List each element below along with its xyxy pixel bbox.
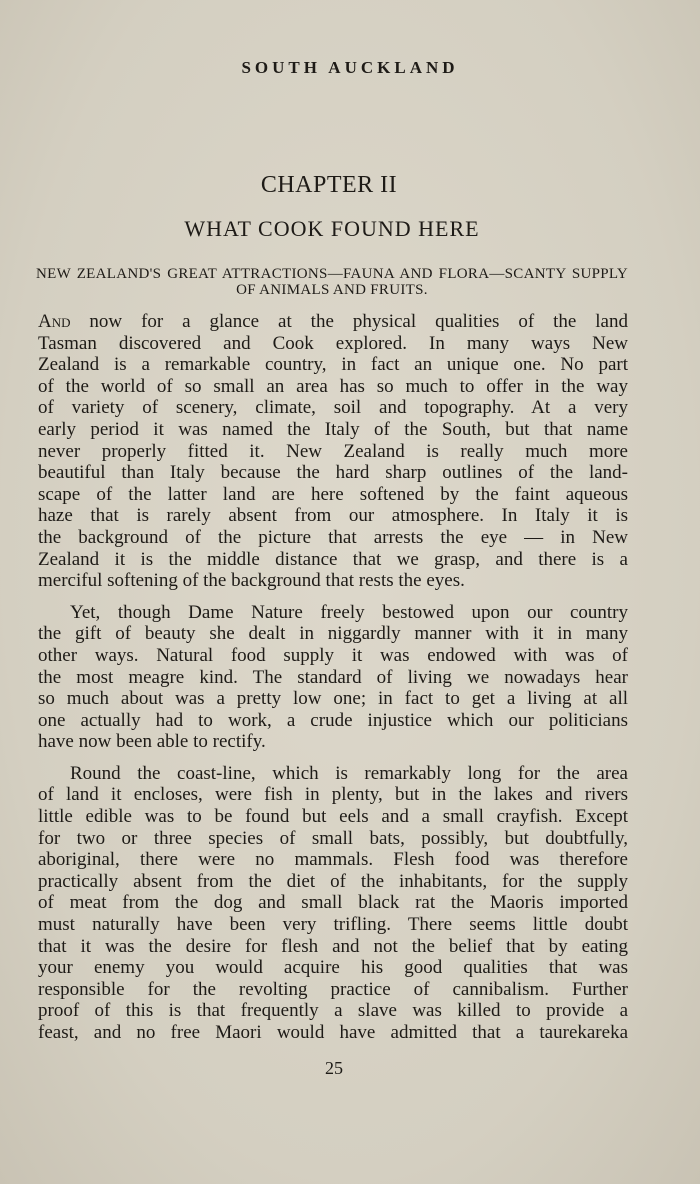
paragraph-line: so much about was a pretty low one; in fact to get a living at all xyxy=(38,688,628,710)
page-number: 25 xyxy=(325,1058,343,1078)
paragraph-line: the gift of beauty she dealt in niggardly manner with it in many xyxy=(38,623,628,645)
paragraph-line: proof of this is that frequently a slave was killed to provide a xyxy=(38,1000,628,1022)
body-text xyxy=(38,311,628,1044)
paragraph-line: other ways. Natural food supply it was endowed with was of xyxy=(38,644,628,666)
paragraph-line: Tasman discovered and Cook explored. In many ways New xyxy=(38,332,628,354)
paragraph-line: And now for a glance at the physical qualities of the land xyxy=(38,311,628,332)
paragraph-line: never properly fitted it. New Zealand is really much more xyxy=(38,440,628,462)
chapter-synopsis xyxy=(36,266,628,298)
paragraph-line: the background of the picture that arrests the eye — in New xyxy=(38,526,628,548)
chapter-title: WHAT COOK FOUND HERE xyxy=(184,216,480,241)
opening-word: And xyxy=(38,311,71,332)
paragraph-line: of meat from the dog and small black rat the Maoris imported xyxy=(38,892,628,914)
paragraph-line: Yet, though Dame Nature freely bestowed upon our country xyxy=(70,601,628,623)
paragraph-line: practically absent from the diet of the inhabitants, for the supply xyxy=(38,870,628,892)
synopsis-line: OF ANIMALS AND FRUITS. xyxy=(236,282,428,298)
paragraph-line: of land it encloses, were fish in plenty, but in the lakes and rivers xyxy=(38,784,628,806)
chapter-number: CHAPTER II xyxy=(260,172,398,198)
paragraph-line: early period it was named the Italy of the South, but that name xyxy=(38,418,628,440)
paragraph-line: the most meagre kind. The standard of living we nowadays hear xyxy=(38,666,628,688)
synopsis-line: NEW ZEALAND'S GREAT ATTRACTIONS—FAUNA AND FLORA—SCANTY SUPPLY xyxy=(36,266,628,282)
paragraph-line: have now been able to rectify. xyxy=(38,731,266,753)
running-head: SOUTH AUCKLAND xyxy=(241,58,459,77)
paragraph-line: that it was the desire for flesh and not the belief that by eating xyxy=(38,935,628,957)
paragraph-line: of variety of scenery, climate, soil and topography. At a very xyxy=(38,397,628,419)
paragraph-line: Zealand it is the middle distance that we grasp, and there is a xyxy=(38,548,628,570)
paragraph-line: feast, and no free Maori would have admitted that a taurekareka xyxy=(38,1022,628,1043)
paragraph-line: Zealand is a remarkable country, in fact an unique one. No part xyxy=(38,354,628,376)
paragraph-line: responsible for the revolting practice of cannibalism. Further xyxy=(38,978,628,1000)
paragraph-line: Round the coast-line, which is remarkably long for the area xyxy=(70,762,628,784)
paragraph-line: for two or three species of small bats, possibly, but doubtfully, xyxy=(38,827,628,849)
paragraph-line: scape of the latter land are here softened by the faint aqueous xyxy=(38,483,628,505)
paragraph-line: one actually had to work, a crude injustice which our politicians xyxy=(38,709,628,731)
paragraph-line: beautiful than Italy because the hard sharp outlines of the land- xyxy=(38,462,628,484)
paragraph-line: haze that is rarely absent from our atmosphere. In Italy it is xyxy=(38,505,628,527)
paragraph-line: aboriginal, there were no mammals. Flesh food was therefore xyxy=(38,849,628,871)
paragraph-line: little edible was to be found but eels and a small crayfish. Except xyxy=(38,806,628,828)
paragraph-line: must naturally have been very trifling. There seems little doubt xyxy=(38,914,628,936)
paragraph-line: your enemy you would acquire his good qualities that was xyxy=(38,957,628,979)
paragraph-line: merciful softening of the background that rests the eyes. xyxy=(38,570,465,592)
paragraph-line: of the world of so small an area has so much to offer in the way xyxy=(38,375,628,397)
